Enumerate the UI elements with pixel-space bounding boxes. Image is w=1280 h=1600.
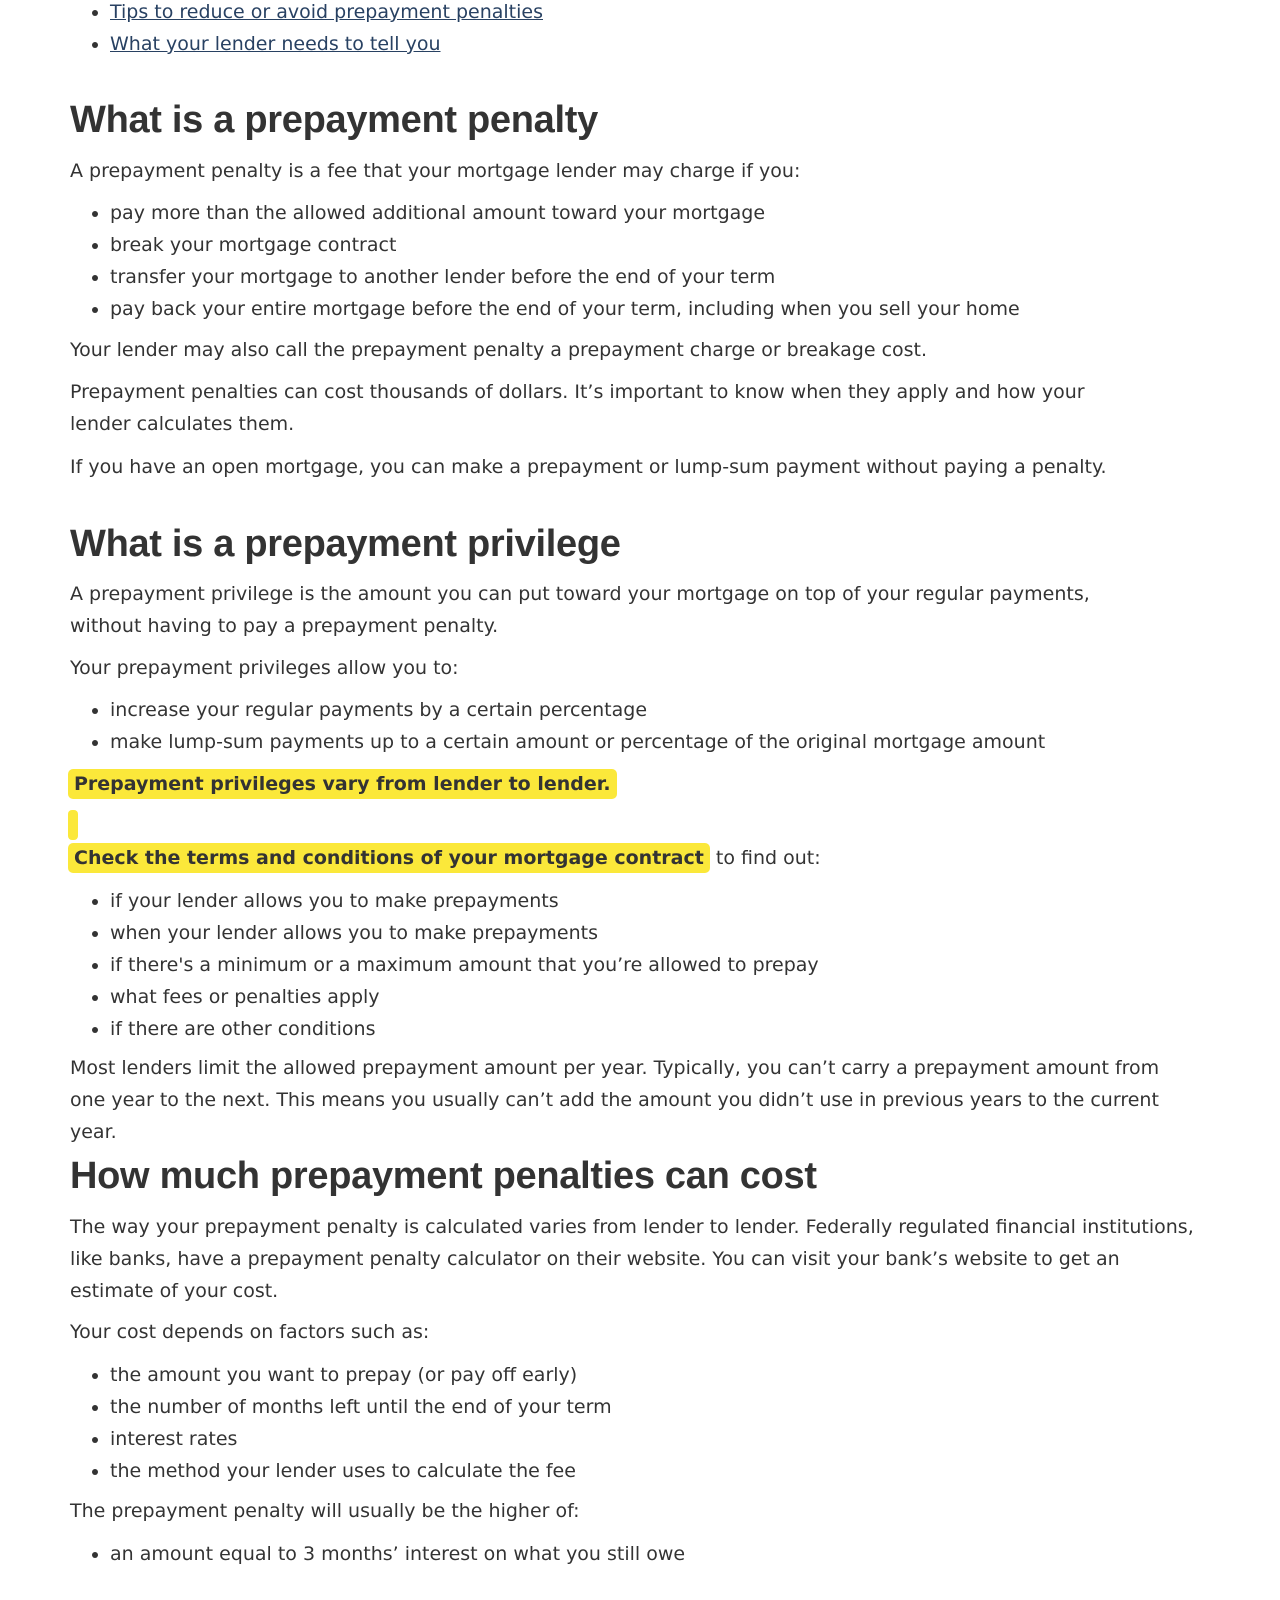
section-heading-prepayment-penalty: What is a prepayment penalty	[70, 99, 598, 141]
list-item: • pay back your entire mortgage before the end of your term, including when you sell your home	[110, 293, 1210, 325]
toc-link-tips[interactable]: Tips to reduce or avoid prepayment penalties	[110, 1, 543, 23]
section3-higher-of: The prepayment penalty will usually be the higher of:	[70, 1500, 580, 1522]
table-of-contents	[70, 0, 1210, 60]
check-terms-suffix: to find out:	[709, 847, 821, 869]
section2-allow: Your prepayment privileges allow you to:	[70, 657, 459, 679]
toc-link-lender-tell[interactable]: What your lender needs to tell you	[110, 33, 441, 55]
cost-factors-list	[70, 1359, 1210, 1487]
list-item: • if there's a minimum or a maximum amount that you’re allowed to prepay	[110, 949, 1210, 981]
section2-limit-paragraph: Most lenders limit the allowed prepayment amount per year. Typically, you can’t carry a prepayment amount from one year to the next. This means you usually can’t add the amount you didn’t use in previous years to the current year.	[70, 1057, 1160, 1143]
list-item: • pay more than the allowed additional amount toward your mortgage	[110, 197, 1210, 229]
highlight-privileges-vary: Prepayment privileges vary from lender to lender.	[68, 769, 617, 799]
higher-of-list	[70, 1538, 1210, 1570]
list-item: • the number of months left until the end of your term	[110, 1391, 1210, 1423]
list-item: • increase your regular payments by a certain percentage	[110, 694, 1210, 726]
highlight-check-terms: Check the terms and conditions of your mortgage contract	[68, 843, 710, 873]
list-item: • the method your lender uses to calculate the fee	[110, 1455, 1210, 1487]
list-item: • if your lender allows you to make prepayments	[110, 885, 1210, 917]
list-item: • make lump-sum payments up to a certain amount or percentage of the original mortgage amount	[110, 726, 1210, 758]
highlight-empty-marker	[68, 810, 78, 840]
section2-intro: A prepayment privilege is the amount you can put toward your mortgage on top of your regular payments, without having to pay a prepayment penalty.	[70, 583, 1090, 637]
section1-paragraph-open-mortgage: If you have an open mortgage, you can make a prepayment or lump-sum payment without paying a penalty.	[70, 456, 1107, 478]
section1-paragraph-also-call: Your lender may also call the prepayment penalty a prepayment charge or breakage cost.	[70, 339, 928, 361]
list-item: • what fees or penalties apply	[110, 981, 1210, 1013]
section3-factors: Your cost depends on factors such as:	[70, 1321, 430, 1343]
list-item: • break your mortgage contract	[110, 229, 1210, 261]
toc-item	[110, 0, 1210, 28]
list-item: • an amount equal to 3 months’ interest on what you still owe	[110, 1538, 1210, 1570]
toc-item	[110, 28, 1210, 60]
list-item: • transfer your mortgage to another lender before the end of your term	[110, 261, 1210, 293]
list-item: • interest rates	[110, 1423, 1210, 1455]
list-item: • the amount you want to prepay (or pay off early)	[110, 1359, 1210, 1391]
section3-intro: The way your prepayment penalty is calculated varies from lender to lender. Federally regulated financial institutions, like banks, have a prepayment penalty calculator on their website. You can visit your bank’s website to get an estimate of your cost.	[70, 1216, 1194, 1302]
empty-highlight	[68, 810, 78, 840]
highlight-vary	[68, 768, 1198, 800]
penalty-reasons-list	[70, 197, 1210, 325]
check-terms-list	[70, 885, 1210, 1045]
section1-paragraph-cost: Prepayment penalties can cost thousands of dollars. It’s important to know when they apply and how your lender calculates them.	[70, 381, 1085, 435]
list-item: • if there are other conditions	[110, 1013, 1210, 1045]
list-item: • when your lender allows you to make prepayments	[110, 917, 1210, 949]
section-heading-prepayment-privilege: What is a prepayment privilege	[70, 523, 621, 565]
check-terms-line	[68, 842, 1198, 874]
section-heading-penalty-cost: How much prepayment penalties can cost	[70, 1155, 817, 1197]
privilege-list	[70, 694, 1210, 758]
section1-intro: A prepayment penalty is a fee that your mortgage lender may charge if you:	[70, 160, 801, 182]
